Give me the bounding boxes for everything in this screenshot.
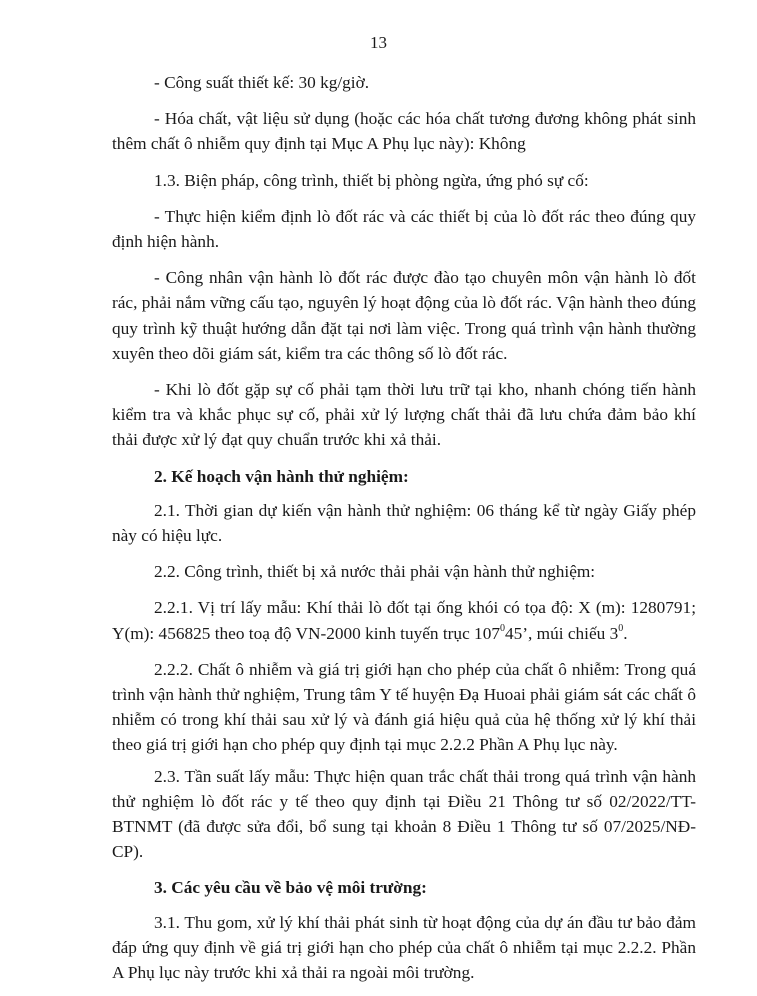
zone-superscript: 0 [618,622,624,634]
degree-superscript: 0 [499,622,505,634]
page-number: 13 [370,33,387,52]
inspection-item: - Thực hiện kiểm định lò đốt rác và các thiết bị của lò đốt rác theo đúng quy định hiện hành. [112,206,696,252]
section-2-2-1 [112,595,696,645]
sampling-location-text: 2.2.1. Vị trí lấy mẫu: Khí thải lò đốt tại ống khói có tọa độ: X (m): 1280791; Y(m): 456825 theo toạ độ VN-2000 kinh tuyến trục 107 [112,598,696,643]
sampling-location-text-3: . [623,623,628,643]
document-body [112,70,696,996]
design-capacity-item: - Công suất thiết kế: 30 kg/giờ. [154,73,370,92]
section-2-heading: 2. Kế hoạch vận hành thử nghiệm: [154,466,409,486]
section-3-1: 3.1. Thu gom, xử lý khí thải phát sinh từ hoạt động của dự án đầu tư bảo đảm đáp ứng quy định về giá trị giới hạn cho phép của chất ô nhiễm tại mục 2.2.2. Phần A Phụ lục này trước khi xả thải ra ngoài môi trường. [112,912,696,983]
incident-response-item: - Khi lò đốt gặp sự cố phải tạm thời lưu trữ tại kho, nhanh chóng tiến hành kiểm tra và khắc phục sự cố, phải xử lý lượng chất thải đã lưu chứa đảm bảo khí thải được xử lý đạt quy chuẩn trước khi xả thải. [112,380,696,450]
section-2-2-2: 2.2.2. Chất ô nhiễm và giá trị giới hạn cho phép của chất ô nhiễm: Trong quá trình vận hành thử nghiệm, Trung tâm Y tế huyện Đạ Huoai phải giám sát các chất ô nhiễm có trong khí thải sau xử lý và đánh giá hiệu quả của hệ thống xử lý khí thải theo giá trị giới hạn cho phép quy định tại mục 2.2.2 Phần A Phụ lục này. [112,659,696,755]
section-2-3: 2.3. Tần suất lấy mẫu: Thực hiện quan trắc chất thải trong quá trình vận hành thử nghiệm lò đốt rác y tế theo quy định tại Điều 21 Thông tư số 02/2022/TT-BTNMT (đã được sửa đổi, bổ sung tại khoản 8 Điều 1 Thông tư số 07/2025/NĐ-CP). [112,766,696,862]
section-2-2: 2.2. Công trình, thiết bị xả nước thải phải vận hành thử nghiệm: [154,562,596,582]
section-3-heading: 3. Các yêu cầu về bảo vệ môi trường: [154,878,427,898]
section-2-1: 2.1. Thời gian dự kiến vận hành thử nghiệm: 06 tháng kể từ ngày Giấy phép này có hiệu lực. [112,500,696,546]
section-1-3-title: 1.3. Biện pháp, công trình, thiết bị phòng ngừa, ứng phó sự cố: [154,170,589,190]
sampling-location-text-2: 45’, múi chiếu 3 [504,623,619,643]
operator-training-item: - Công nhân vận hành lò đốt rác được đào tạo chuyên môn vận hành lò đốt rác, phải nắm vững cấu tạo, nguyên lý hoạt động của lò đốt rác. Vận hành theo đúng quy trình kỹ thuật hướng dẫn đặt tại nơi làm việc. Trong quá trình vận hành thường xuyên theo dõi giám sát, kiểm tra các thông số lò đốt rác. [112,268,696,363]
chemicals-item: - Hóa chất, vật liệu sử dụng (hoặc các hóa chất tương đương không phát sinh thêm chất ô nhiễm quy định tại Mục A Phụ lục này): Không [112,109,696,154]
